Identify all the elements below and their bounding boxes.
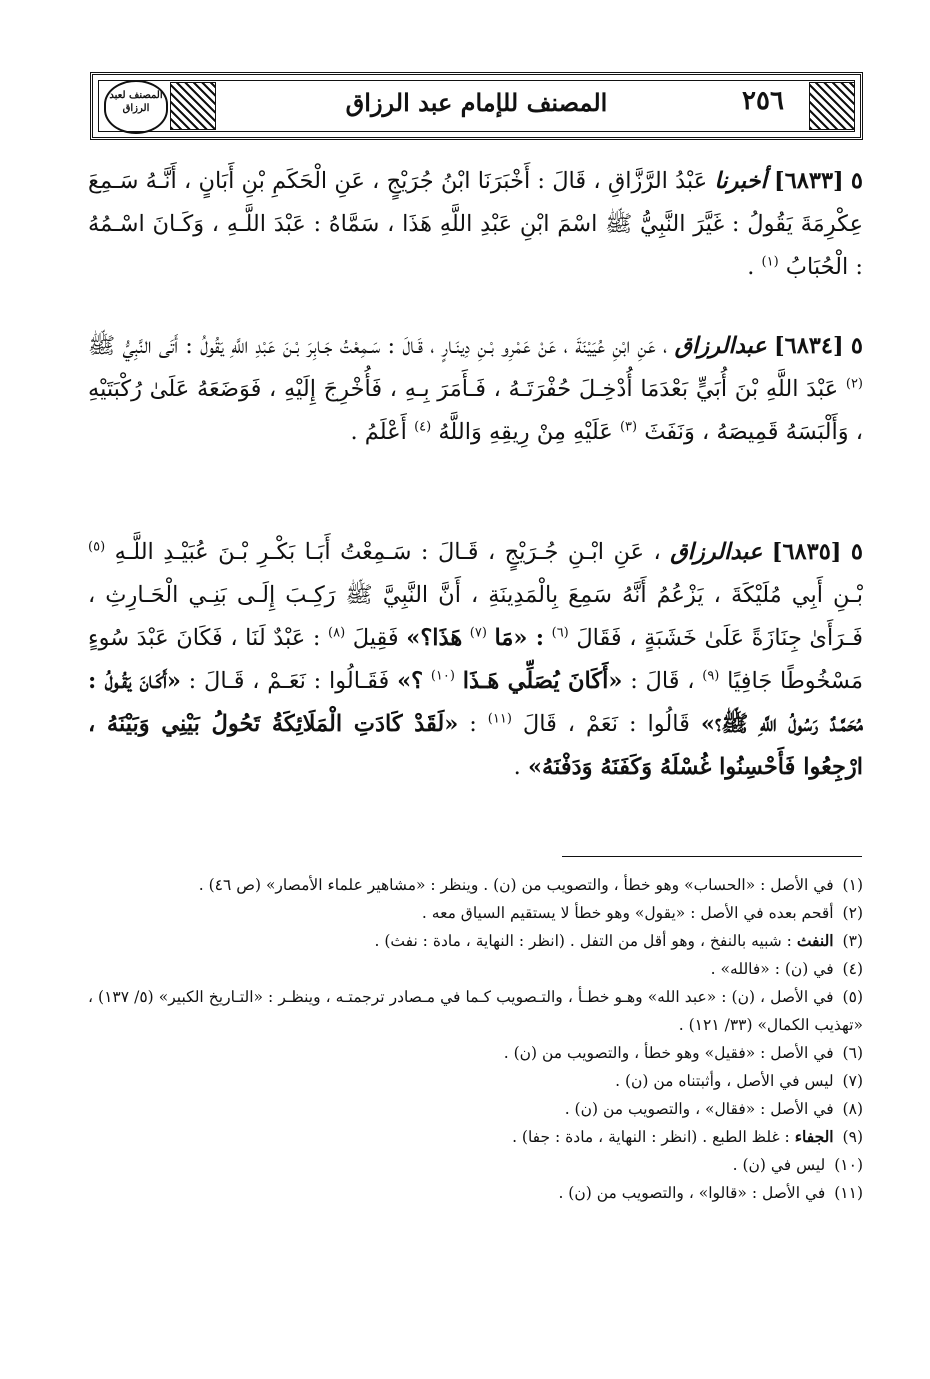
page-number: ٢٥٦ <box>742 86 784 116</box>
prophet-quote: : «مَا <box>494 625 545 651</box>
footnote-ref: (٢) <box>845 376 863 392</box>
footnote-ref: (٩) <box>702 668 720 684</box>
hadith-text: عَلَيْهِ مِنْ رِيقِهِ وَاللَّهُ <box>438 419 613 445</box>
hadith-text: فَقِيلَ <box>352 625 399 651</box>
hadith-text: . <box>513 754 521 780</box>
footnote-item <box>88 1095 863 1123</box>
left-ornament-icon <box>170 82 216 130</box>
hadith-marker: ٥ <box>850 539 863 565</box>
hadith-text: : عَبْدٌ لَنَا ، فَكَانَ عَبْدَ سُوءٍ مَسْخُوطًا جَافِيًا <box>88 625 864 694</box>
prophet-quote: «أَكَانَ يُصَلِّي هَـذَا <box>462 668 623 694</box>
footnote-term: الجفاء <box>794 1127 834 1146</box>
footnote-text: : غلظ الطبع . (انظر : النهاية ، مادة : جفا) . <box>512 1128 790 1146</box>
hadith-text: فَقَـالُوا : نَعَـمْ ، قَـالَ : <box>188 668 390 694</box>
footnote-number: (١١) <box>834 1184 863 1202</box>
footnote-number: (٤) <box>842 960 863 978</box>
footnote-number: (١) <box>842 876 863 894</box>
footnote-text: أقحم بعده في الأصل : «يقول» وهو خطأ لا يستقيم السياق معه . <box>421 904 834 922</box>
prophet-quote: ؟» <box>397 668 424 694</box>
footnote-text: في الأصل : «الحساب» وهو خطأ ، والتصويب من (ن) . وينظر : «مشاهير علماء الأمصار» (ص ٤٦) . <box>198 876 834 894</box>
footnote-item <box>88 983 863 1039</box>
footnote-ref: (٦) <box>551 625 569 641</box>
hadith-6833 <box>88 160 863 289</box>
footnote-text: في الأصل ، (ن) : «عبد الله» وهـو خطـأ ، والتـصويب كـما في مـصادر ترجمتـه ، وينظـر : «التـاريخ الكبير» (٥/ ١٣٧) ، «تهذيب الكمال» (٣٣/ ١٢١) . <box>88 988 863 1034</box>
hadith-6835 <box>88 531 863 789</box>
footnote-item <box>88 1039 863 1067</box>
footnote-ref: (٣) <box>619 419 638 435</box>
prophet-quote: «لَقَدْ كَادَتِ الْمَلَائِكَةُ تَحُولُ بَيْنِي وَبَيْنَهُ ، ارْجِعُوا فَأَحْسِنُوا غُسْلَهُ وَكَفَنَهُ وَدَفْنَهُ» <box>88 711 863 780</box>
hadith-text: . <box>747 254 755 280</box>
hadith-marker: ٥ <box>850 168 863 194</box>
hadith-text: عَبْدُ الرَّزَّاقِ ، قَالَ : أَخْبَرَنَا ابْنُ جُرَيْجٍ ، عَنِ الْحَكَمِ بْنِ أَبَانٍ ، أَنَّـهُ سَـمِعَ عِكْرِمَةَ يَقُولُ : غَيَّرَ النَّبِيُّ ﷺ اسْمَ ابْنِ عَبْدِ اللَّهِ هَذَا ، سَمَّاهُ : عَبْدَ اللَّـهِ ، وَكَـانَ اسْـمُهُ : الْحُبَابُ <box>88 168 863 280</box>
page-header <box>90 72 863 140</box>
footnote-number: (٣) <box>842 932 863 950</box>
footnote-ref: (١١) <box>487 711 512 727</box>
footnote-text: في الأصل : «فقيل» وهو خطأ ، والتصويب من (ن) . <box>503 1044 834 1062</box>
footnote-ref: (٨) <box>328 625 346 641</box>
footnote-ref: (٧) <box>469 625 487 641</box>
hadith-narrator: عبدالرزاق <box>674 333 767 359</box>
footnote-item <box>88 955 863 983</box>
hadith-text: عَبْدَ اللَّهِ بْنَ أُبَيٍّ بَعْدَمَا أُدْخِـلَ حُفْرَتَـهُ ، فَـأَمَرَ بِـهِ ، فَأُخْرِجَ إِلَيْهِ ، فَوَضَعَهُ عَلَىٰ رُكْبَتَيْهِ ، وَأَلْبَسَهُ قَمِيصَهُ ، وَنَفَثَ <box>88 376 863 445</box>
footnote-number: (٩) <box>842 1128 863 1146</box>
footnote-text: في (ن) : «فالله» . <box>710 960 834 978</box>
hadith-text: قَالُوا : نَعَمْ ، قَالَ <box>522 711 690 737</box>
hadith-text: بْـنِ أَبِي مُلَيْكَةَ ، يَزْعُمُ أَنَّهُ سَمِعَ بِالْمَدِينَةِ ، أَنَّ النَّبِيَّ ﷺ رَكِـبَ إِلَـى بَنِـي الْحَـارِثِ ، فَـرَأَىٰ جِنَازَةً عَلَىٰ خَشَبَةٍ ، فَقَالَ <box>88 582 864 651</box>
hadith-6834 <box>88 325 863 454</box>
hadith-text: ، قَالَ : <box>630 668 695 694</box>
book-title: المصنف للإمام عبد الرزاق <box>345 88 608 117</box>
prophet-quote: «أَكَـانَ يَقُـولُ : مُحَمَّـدٌ رَسُولُ اللَّهِ ﷺ؟» <box>88 668 864 737</box>
footnote-text: ليس في الأصل ، وأثبتناه من (ن) . <box>615 1072 834 1090</box>
hadith-text: ، عَنِ ابْـنِ جُـرَيْجٍ ، قَـالَ : سَـمِعْتُ أَبَـا بَكْـرِ بْـنَ عُبَيْـدِ اللَّـهِ <box>114 539 661 565</box>
footnote-number: (٦) <box>842 1044 863 1062</box>
footnote-number: (٥) <box>842 988 863 1006</box>
footnote-ref: (٤) <box>414 419 432 435</box>
footnote-item <box>88 899 863 927</box>
footnote-divider <box>562 856 862 857</box>
hadith-narrator: عبدالرزاق <box>670 539 763 565</box>
hadith-text: أَعْلَمُ . <box>350 419 407 445</box>
hadith-narrator: أخبرنا <box>714 168 767 194</box>
footnote-text: : شبيه بالنفخ ، وهو أقل من التفل . (انظر : النهاية ، مادة : نفث) . <box>374 932 792 950</box>
footnotes-list <box>88 871 863 1207</box>
hadith-number: [٦٨٣٣] <box>774 168 844 194</box>
book-emblem-icon <box>104 80 168 134</box>
footnote-item <box>88 927 863 955</box>
footnote-number: (٨) <box>842 1100 863 1118</box>
right-ornament-icon <box>809 82 855 130</box>
footnote-ref: (١٠) <box>430 668 455 684</box>
emblem-text: المصنف لعبد الرزاق <box>109 90 163 114</box>
footnote-number: (٧) <box>842 1072 863 1090</box>
footnote-text: ليس في (ن) . <box>732 1156 826 1174</box>
hadith-number: [٦٨٣٤] <box>773 333 844 359</box>
footnote-number: (١٠) <box>834 1156 863 1174</box>
footnote-item <box>88 1151 863 1179</box>
footnote-text: في الأصل : «فقال» ، والتصويب من (ن) . <box>564 1100 834 1118</box>
hadith-marker: ٥ <box>850 333 863 359</box>
footnote-item <box>88 1123 863 1151</box>
footnote-text: في الأصل : «قالوا» ، والتصويب من (ن) . <box>558 1184 826 1202</box>
footnote-item <box>88 1179 863 1207</box>
footnote-ref: (١) <box>761 254 779 270</box>
footnote-number: (٢) <box>842 904 863 922</box>
hadith-text: : <box>469 711 477 737</box>
footnote-item <box>88 871 863 899</box>
prophet-quote: هَذَا؟» <box>406 625 463 651</box>
hadith-text: ، عَنِ ابْنِ عُيَيْنَةَ ، عَنْ عَمْرِو بْـنِ دِينَـارٍ ، قَـالَ : سَـمِعْتُ جَـابِرَ بْـنَ عَبْدِ اللَّهِ يَقُولُ : أَتَى النَّبِيُّ ﷺ <box>88 333 668 359</box>
footnote-term: النفث <box>796 931 834 950</box>
hadith-number: [٦٨٣٥] <box>771 539 842 565</box>
footnote-item <box>88 1067 863 1095</box>
footnote-ref: (٥) <box>88 539 106 555</box>
